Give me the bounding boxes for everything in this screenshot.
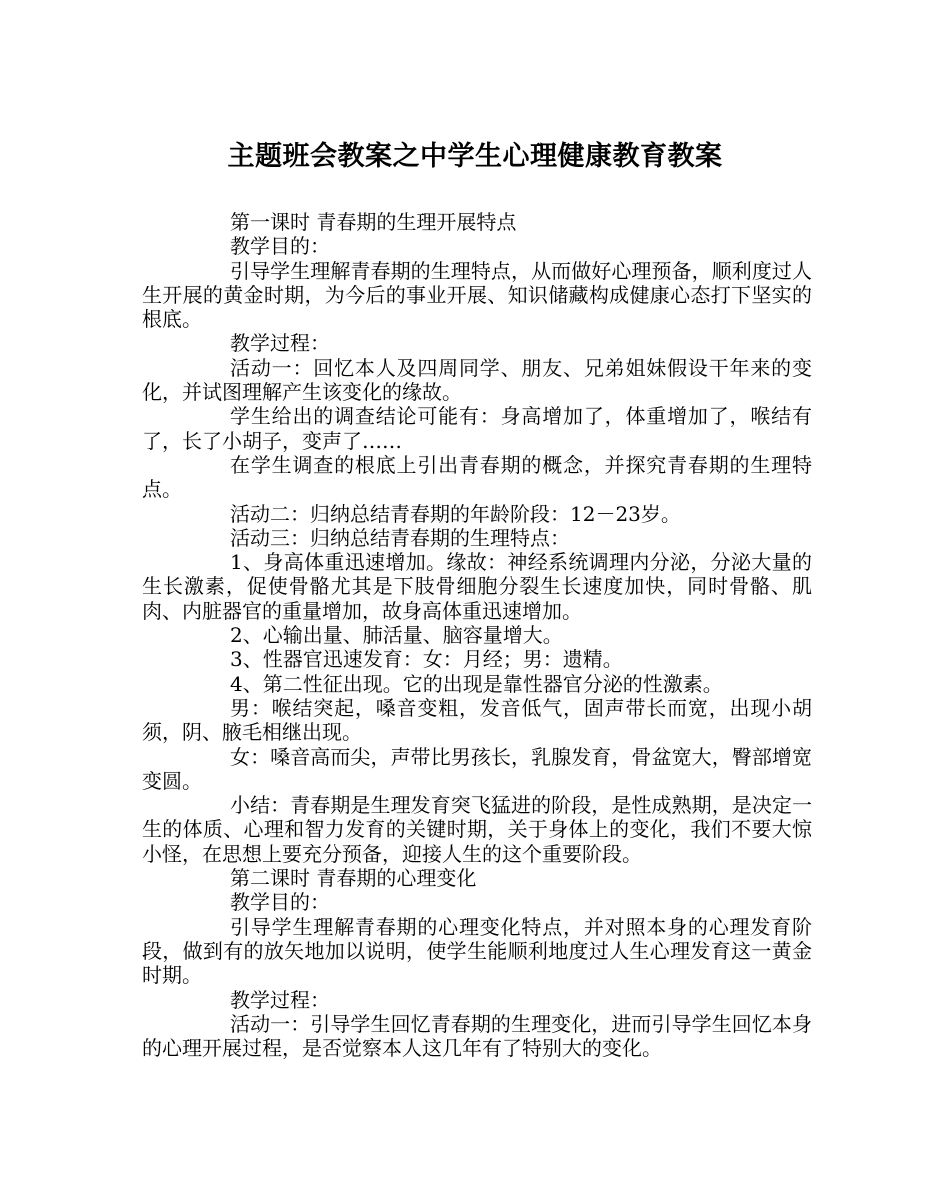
paragraph: 2、心输出量、肺活量、脑容量增大。 — [230, 623, 563, 648]
paragraph: 男：喉结突起，嗓音变粗，发音低气，固声带长而宽，出现小胡须，阴、腋毛相继出现。 — [142, 695, 812, 745]
paragraph: 教学目的： — [230, 890, 330, 915]
paragraph: 活动一：引导学生回忆青春期的生理变化，进而引导学生回忆本身的心理开展过程，是否觉察本人这几年有了特别大的变化。 — [142, 1011, 812, 1061]
lesson-2-heading: 第二课时 青春期的心理变化 — [230, 866, 477, 891]
paragraph: 3、性器官迅速发育：女：月经；男：遗精。 — [230, 647, 623, 672]
document-body — [142, 210, 812, 1060]
paragraph: 引导学生理解青春期的生理特点，从而做好心理预备，顺利度过人生开展的黄金时期，为今后的事业开展、知识储藏构成健康心态打下坚实的根底。 — [142, 258, 812, 332]
paragraph: 女：嗓音高而尖，声带比男孩长，乳腺发育，骨盆宽大，臀部增宽变圆。 — [142, 744, 812, 793]
paragraph: 1、身高体重迅速增加。缘故：神经系统调理内分泌，分泌大量的生长激素，促使骨骼尤其是下肢骨细胞分裂生长速度加快，同时骨骼、肌肉、内脏器官的重量增加，故身高体重迅速增加。 — [142, 550, 812, 623]
paragraph: 4、第二性征出现。它的出现是靠性器官分泌的性激素。 — [230, 671, 723, 696]
paragraph: 活动一：回忆本人及四周同学、朋友、兄弟姐妹假设干年来的变化，并试图理解产生该变化的缘故。 — [142, 355, 812, 405]
paragraph: 引导学生理解青春期的心理变化特点，并对照本身的心理发育阶段，做到有的放矢地加以说明，使学生能顺利地度过人生心理发育这一黄金时期。 — [142, 914, 812, 988]
paragraph: 教学过程： — [230, 987, 330, 1012]
paragraph: 小结：青春期是生理发育突飞猛进的阶段，是性成熟期，是决定一生的体质、心理和智力发育的关键时期，关于身体上的变化，我们不要大惊小怪，在思想上要充分预备，迎接人生的这个重要阶段。 — [142, 793, 812, 866]
paragraph: 活动三：归纳总结青春期的生理特点： — [230, 525, 570, 550]
paragraph: 活动二：归纳总结青春期的年龄阶段：12－23岁。 — [230, 501, 681, 526]
lesson-1-heading: 第一课时 青春期的生理开展特点 — [230, 210, 517, 234]
paragraph: 教学目的： — [230, 234, 330, 259]
document-title: 主题班会教案之中学生心理健康教育教案 — [227, 141, 723, 172]
paragraph: 学生给出的调查结论可能有：身高增加了，体重增加了，喉结有了，长了小胡子，变声了…… — [142, 404, 812, 453]
paragraph: 教学过程： — [230, 331, 330, 356]
paragraph: 在学生调查的根底上引出青春期的概念，并探究青春期的生理特点。 — [142, 452, 812, 502]
